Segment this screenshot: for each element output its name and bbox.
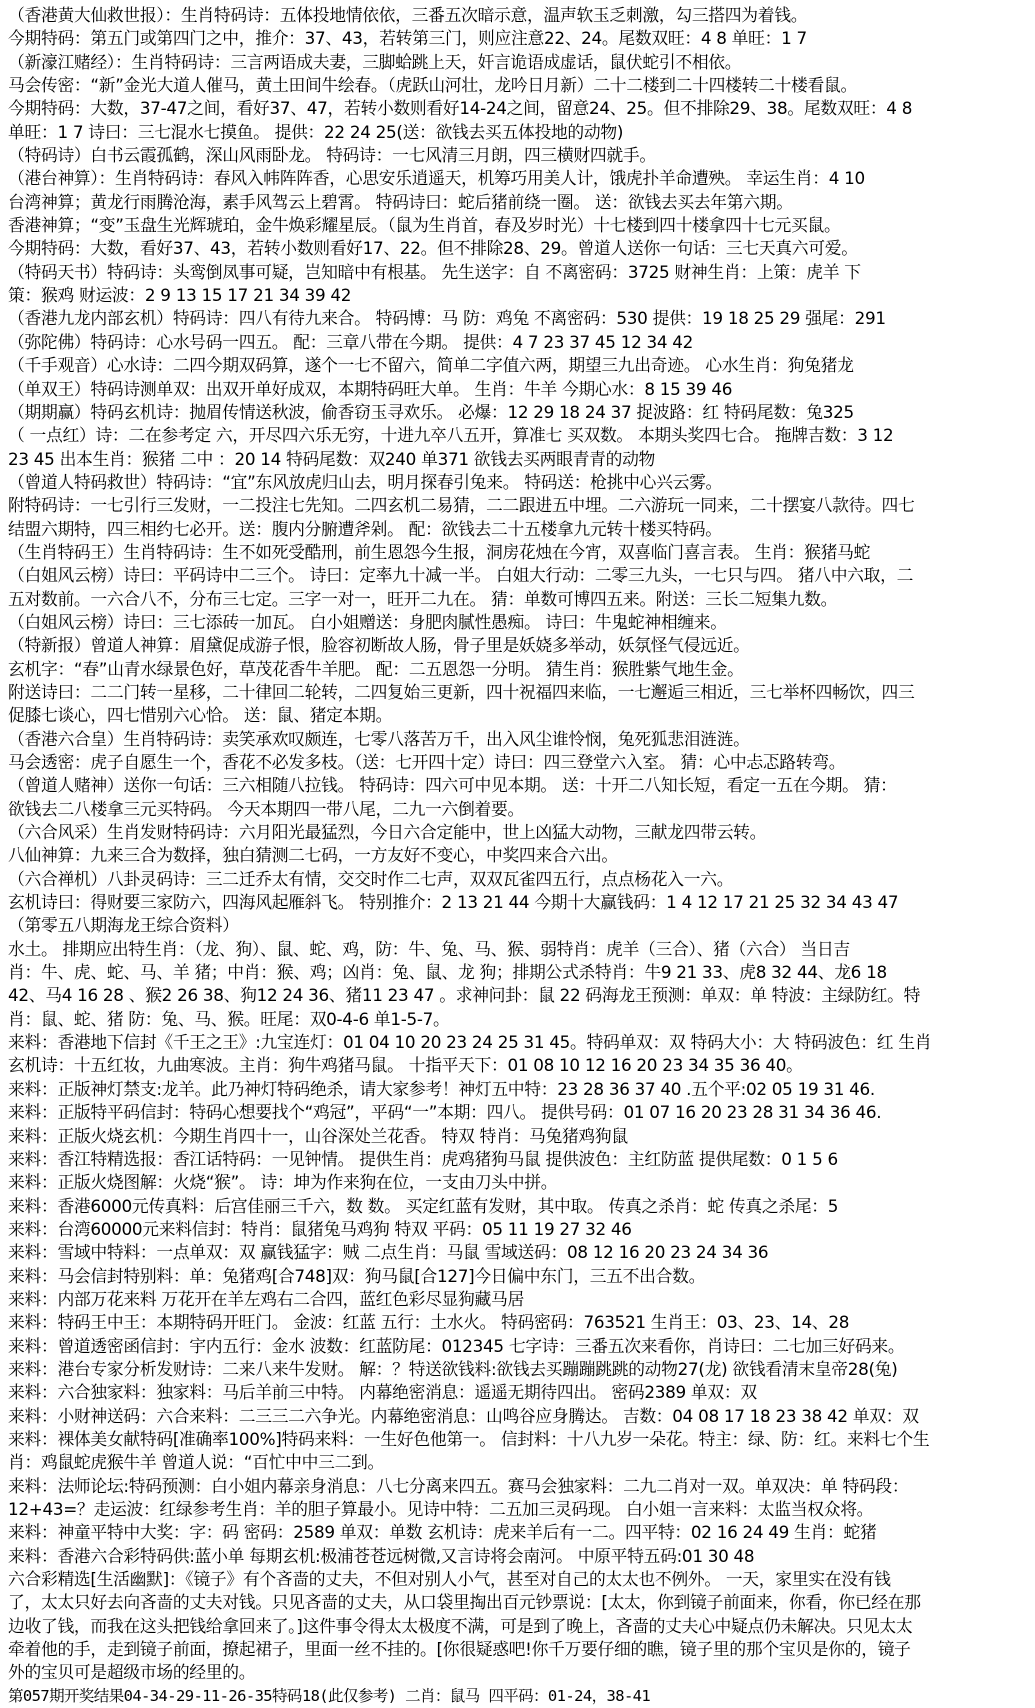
text-line: 水土。 排期应出特生肖：（龙、狗）、鼠、蛇、鸡，防：牛、兔、马、猴、弱特肖：虎羊（三合）、猪（六合） 当日吉 [8,938,850,959]
text-line: （香港黄大仙救世报）：生肖特码诗：五体投地情依依，三番五次暗示意，温声软玉乏刺激，勾三搭四为着钱。 [8,5,808,25]
text-line: （弥陀佛）特码诗：心水号码一四五。 配：三章八带在今期。 提供：4 7 23 37 45 12 34 42 [8,331,694,352]
text-line: 来料：特码王中王：本期特码开旺门。 金波：红蓝 五行：土水火。 特码密码：763521 生肖王：03、23、14、28 [8,1312,850,1333]
text-line: （六合风采）生肖发财特码诗：六月阳光最猛烈，今日六合定能中，世上凶猛大动物，三献龙四带云转。 [8,822,767,843]
text-line: （新濠江赌经）：生肖特码诗：三言两语成夫妻，三脚蛤跳上天，奸言诡语成虚话，鼠伏蛇引不相依。 [8,51,742,72]
text-line: 八仙神算：九来三合为数择，独白猜测二七码，一方友好不变心，中奖四来合六出。 [8,845,618,866]
text-line: （白姐风云榜）诗曰：平码诗中二三个。 诗曰：定率九十减一半。 白姐大行动：二零三九头，一七只与四。 猪八中六取，二 [8,565,914,586]
text-line: 玄机字：“春”山青水绿景色好，草茂花香牛羊肥。 配：二五恩怨一分明。 猜生肖：猴胜紫气地生金。 [8,658,744,679]
text-line: 来料：雪域中特料：一点单双：双 赢钱猛字：贼 二点生肖：马鼠 雪域送码：08 12 16 20 23 24 34 36 [8,1242,769,1263]
text-line: 今期特码：第五门或第四门之中，推介：37、43，若转第三门，则应注意22、24。尾数双旺：4 8 单旺：1 7 [8,28,807,49]
text-line: 来料：台湾60000元来料信封：特肖：鼠猪兔马鸡狗 特双 平码：05 11 19 27 32 46 [8,1218,632,1239]
text-line: （六合禅机）八卦灵码诗：三二迁乔太有情，交交时作二七声，双双瓦雀四五行，点点杨花入一六。 [8,868,734,889]
text-line: （白姐风云榜）诗曰：三七添砖一加瓦。 白小姐赠送：身肥肉腻性愚痴。 诗曰：牛鬼蛇神相缠来。 [8,611,727,632]
text-line: 六合彩精选[生活幽默]：《镜子》有个吝啬的丈夫，不但对别人小气，甚至对自己的太太也不例外。 一天，家里实在没有钱 [8,1569,891,1590]
text-line: 来料：港台专家分析发财诗：二来八来牛发财。 解：？特送欲钱料:欲钱去买蹦蹦跳跳的动物27(龙) 欲钱看清末皇帝28(兔) [8,1358,898,1379]
text-line: 来料：香港六合彩特码供:蓝小单 每期玄机:极浦苍苍远树微,又言诗将会南河。 中原平特五码:01 30 48 [8,1545,755,1566]
text-line: 来料：正版神灯禁支:龙羊。此乃神灯特码绝杀，请大家参考！神灯五中特：23 28 36 37 40 .五个平:02 05 19 31 46. [8,1078,875,1099]
text-line: （曾道人赌神）送你一句话：三六相随八拉钱。 特码诗：四六可中见本期。 送：十开二八知长短，看定一五在今期。 猜： [8,775,897,796]
text-line: 外的宝贝可是超级市场的经里的。 [8,1662,256,1683]
text-line: 策：猴鸡 财运波：2 9 13 15 17 21 34 39 42 [8,285,352,306]
text-line: 来料：香江特精选报：香江话特码：一见钟情。 提供生肖：虎鸡猪狗马鼠 提供波色：主红防蓝 提供尾数：0 1 5 6 [8,1148,838,1169]
text-line: 附特码诗：一七引行三发财，一二投注七先知。二四玄机二易猜，二二跟进五中埋。二六游玩一同来，二十摆宴八款待。四七 [8,495,915,516]
text-line: 来料：正版特平码信封：特码心想要找个“鸡冠”，平码“一”本期：四八。 提供号码：01 07 16 20 23 28 31 34 36 46. [8,1102,882,1123]
text-line: 来料：法师论坛:特码预测：白小姐内幕亲身消息：八七分离来四五。赛马会独家料：二九二肖对一双。单双决：单 特码段： [8,1475,909,1496]
text-line: 今期特码：大数，看好37、43，若转小数则看好17、22。但不排除28、29。曾道人送你一句话：三七天真六可爱。 [8,238,858,259]
text-line: 来料：正版火烧图解：火烧“猴”。 诗：坤为作来狗在位，一支由刀头中拼。 [8,1172,558,1193]
text-body [8,4,1027,1708]
text-line: 来料：神童平特中大奖：字：码 密码：2589 单双：单数 玄机诗：虎来羊后有一二。四平特：02 16 24 49 生肖：蛇猪 [8,1522,877,1543]
text-line: 促膝七谈心，四七惜别六心恰。 送：鼠、猪定本期。 [8,705,393,726]
text-line: （第零五八期海龙王综合资料） [8,915,239,936]
text-line: 结盟六期特，四三相约七必开。送：腹内分腑遭斧剁。 配：欲钱去二十五楼拿九元转十楼买特码。 [8,518,722,539]
text-line: 单旺：1 7 诗曰：三七混水七摸鱼。 提供：22 24 25(送：欲钱去买五体投地的动物) [8,121,624,142]
text-line: 23 45 出本生肖：猴猪 二中 ：20 14 特码尾数：双240 单371 欲钱去买两眼青青的动物 [8,448,656,469]
text-line: （ 一点红）诗：二在参考定 六，开尽四六乐无穷，十进九卒八五开，算准七 买双数。 本期头奖四七合。 拖牌吉数：3 12 [8,425,894,446]
text-line: 来料：正版火烧玄机：今期生肖四十一，山谷深处兰花香。 特双 特肖：马兔猪鸡狗鼠 [8,1125,628,1146]
text-line: 牵着他的手，走到镜子前面，撩起裙子，里面一丝不挂的。[你很疑惑吧!你千万要仔细的瞧，镜子里的那个宝贝是你的，镜子 [8,1639,911,1660]
text-line: 肖：鼠、蛇、猪 防：兔、马、猴。旺尾：双0-4-6 单1-5-7。 [8,1008,450,1029]
text-line: 边收了钱，而我在这头把钱给拿回来了。]这件事令得太太极度不满，可是到了晚上，吝啬的丈夫心中疑点仍未解决。只见太太 [8,1615,913,1636]
text-line: （曾道人特码救世）特码诗：“宜”东风放虎归山去，明月探春引兔来。 特码送：枪挑中心兴云雾。 [8,471,723,492]
text-line: （香港六合皇）生肖特码诗：卖笑承欢叹颇连，七零八落苦万千，出入风尘谁怜悯，兔死狐悲泪涟涟。 [8,728,750,749]
text-line: 来料：小财神送码：六合来料：二三三二六争光。内幕绝密消息：山鸣谷应身腾达。 吉数：04 08 17 18 23 38 42 单双：双 [8,1405,919,1426]
text-line: 马会透密：虎子自愿生一个，香花不必发多枝。（送：七开四十定）诗曰：四三登堂六入室。 猜：心中忐忑路转弯。 [8,752,846,772]
text-line: （香港九龙内部玄机）特码诗：四八有待九来合。 特码博：马 防：鸡兔 不离密码：530 提供：19 18 25 29 强尾：291 [8,308,886,329]
text-line: 肖：牛、虎、蛇、马、羊 猪；中肖：猴、鸡；凶肖：兔、鼠、龙 狗；排期公式杀特肖：牛9 21 33、虎8 32 44、龙6 18 [8,962,887,983]
text-line: （港台神算）：生肖特码诗：春风入帏阵阵香，心思安乐逍遥天，机筹巧用美人计，饿虎扑羊命遭殃。 幸运生肖：4 10 [8,168,865,189]
text-line: （千手观音）心水诗：二四今期双码算，遂个一七不留六，简单二字值六两，期望三九出奇迹。 心水生肖：狗兔猪龙 [8,355,854,376]
text-line: 今期特码：大数，37-47之间，看好37、47，若转小数则看好14-24之间，留意24、25。但不排除29、38。尾数双旺：4 8 [8,98,913,119]
text-line: 台湾神算；黄龙行雨腾沧海，素手风驾云上碧霄。 特码诗曰：蛇后猪前绕一圈。 送：欲钱去买去年第六期。 [8,191,793,212]
text-line: （特码天书）特码诗：头鸾倒凤事可疑，岂知暗中有根基。 先生送字：自 不离密码：3725 财神生肖：上策：虎羊 下 [8,261,861,282]
text-line: 附送诗曰：二二门转一星移，二十律回二轮转，二四复始三更新，四十祝福四来临，一七邂逅三相近，三七举杯四畅饮，四三 [8,681,915,702]
text-line: （特新报）曾道人神算：眉黛促成游子恨，脸容初断故人肠，骨子里是妖娆多举动，妖氛怪气侵远近。 [8,635,750,656]
text-line: （单双王）特码诗测单双：出双开单好成双，本期特码旺大单。 生肖：牛羊 今期心水：8 15 39 46 [8,378,733,399]
text-line: 来料：香港6000元传真料：后宫佳丽三千六，数 数。 买定红蓝有发财，其中取。 传真之杀肖：蛇 传真之杀尾：5 [8,1195,839,1216]
text-line: 欲钱去二八楼拿三元买特码。 今天本期四一带八尾，二九一六倒着要。 [8,798,524,819]
text-line: （特码诗）白书云霞孤鹤，深山风雨卧龙。 特码诗：一七风清三月朗，四三横财四就手。 [8,145,656,166]
text-line: 了，太太只好去向吝啬的丈夫对钱。只见吝啬的丈夫，从口袋里掏出百元钞票说：[太太，你到镜子前面来，你看，你已经在那 [8,1592,921,1613]
text-line: 来料：六合独家料：独家料：马后羊前三中特。 内幕绝密消息：遥遥无期待四出。 密码2389 单双：双 [8,1382,757,1403]
text-line: 来料：内部万花来料 万花开在羊左鸡右二合四，蓝红色彩尽显狗藏马居 [8,1288,524,1309]
text-line: 马会传密：“新”金光大道人催马，黄土田间牛绘春。（虎跃山河壮，龙吟日月新）二十二楼到二十四楼转二十楼看鼠。 [8,75,857,96]
text-line: 玄机诗曰：得财要三家防六，四海风起雁斜飞。 特别推介：2 13 21 44 今期十大赢钱码：1 4 12 17 21 25 32 34 43 47 [8,892,899,913]
text-line: 五对数前。一六合八不，分布三七定。三字一对一，旺开二九在。 猜：单数可博四五来。附送：三长二短集九数。 [8,588,838,609]
text-line: 来料：裸体美女献特码[准确率100%]特码来料：一生好色他第一。 信封料：十八九岁一朵花。特主：绿、防：红。来料七个生 [8,1428,930,1449]
text-line: 玄机诗：十五红妆，九曲寒波。主肖：狗牛鸡猪马鼠。 十指平天下：01 08 10 12 16 20 23 34 35 36 40。 [8,1055,803,1076]
text-line: （期期赢）特码玄机诗：抛眉传情送秋波，偷香窃玉寻欢乐。 必爆：12 29 18 24 37 捉波路：红 特码尾数：兔325 [8,401,854,422]
draw-result-footer: 第057期开奖结果04-34-29-11-26-35特码18(此仅参考) 二肖：鼠马 四平码：01-24，38-41 [8,1686,651,1705]
text-line: 42、马4 16 28 、猴2 26 38、狗12 24 36、猪11 23 47 。求神问卦：鼠 22 码海龙王预测：单双：单 特波：主绿防红。特 [8,985,921,1006]
text-line: 来料：马会信封特别料：单：兔猪鸡[合748]双：狗马鼠[合127]今日偏中东门，三五不出合数。 [8,1265,706,1286]
text-line: 香港神算；“变”玉盘生光辉琥珀，金牛焕彩耀星辰。（鼠为生肖首，春及岁时光）十七楼到四十楼拿四十七元买鼠。 [8,215,841,236]
text-line: 来料：曾道透密函信封：宇内五行：金水 波数：红蓝防尾：012345 七字诗：三番五次来看你，肖诗曰：二七加三好码来。 [8,1335,905,1356]
text-line: 来料：香港地下信封《千王之王》:九宝连灯：01 04 10 20 23 24 25 31 45。特码单双：双 特码大小：大 特码波色：红 生肖 [8,1032,932,1053]
text-line: （生肖特码王）生肖特码诗：生不如死受酷刑，前生恩怨今生报，洞房花烛在今宵，双喜临门喜言表。 生肖：猴猪马蛇 [8,541,871,562]
text-line: 肖：鸡鼠蛇虎猴牛羊 曾道人说：“百忙中中三二到。 [8,1452,385,1473]
text-line: 12+43=？走运波：红绿参考生肖：羊的胆子算最小。见诗中特：二五加三灵码现。 白小姐一言来料：太监当权众将。 [8,1499,874,1519]
